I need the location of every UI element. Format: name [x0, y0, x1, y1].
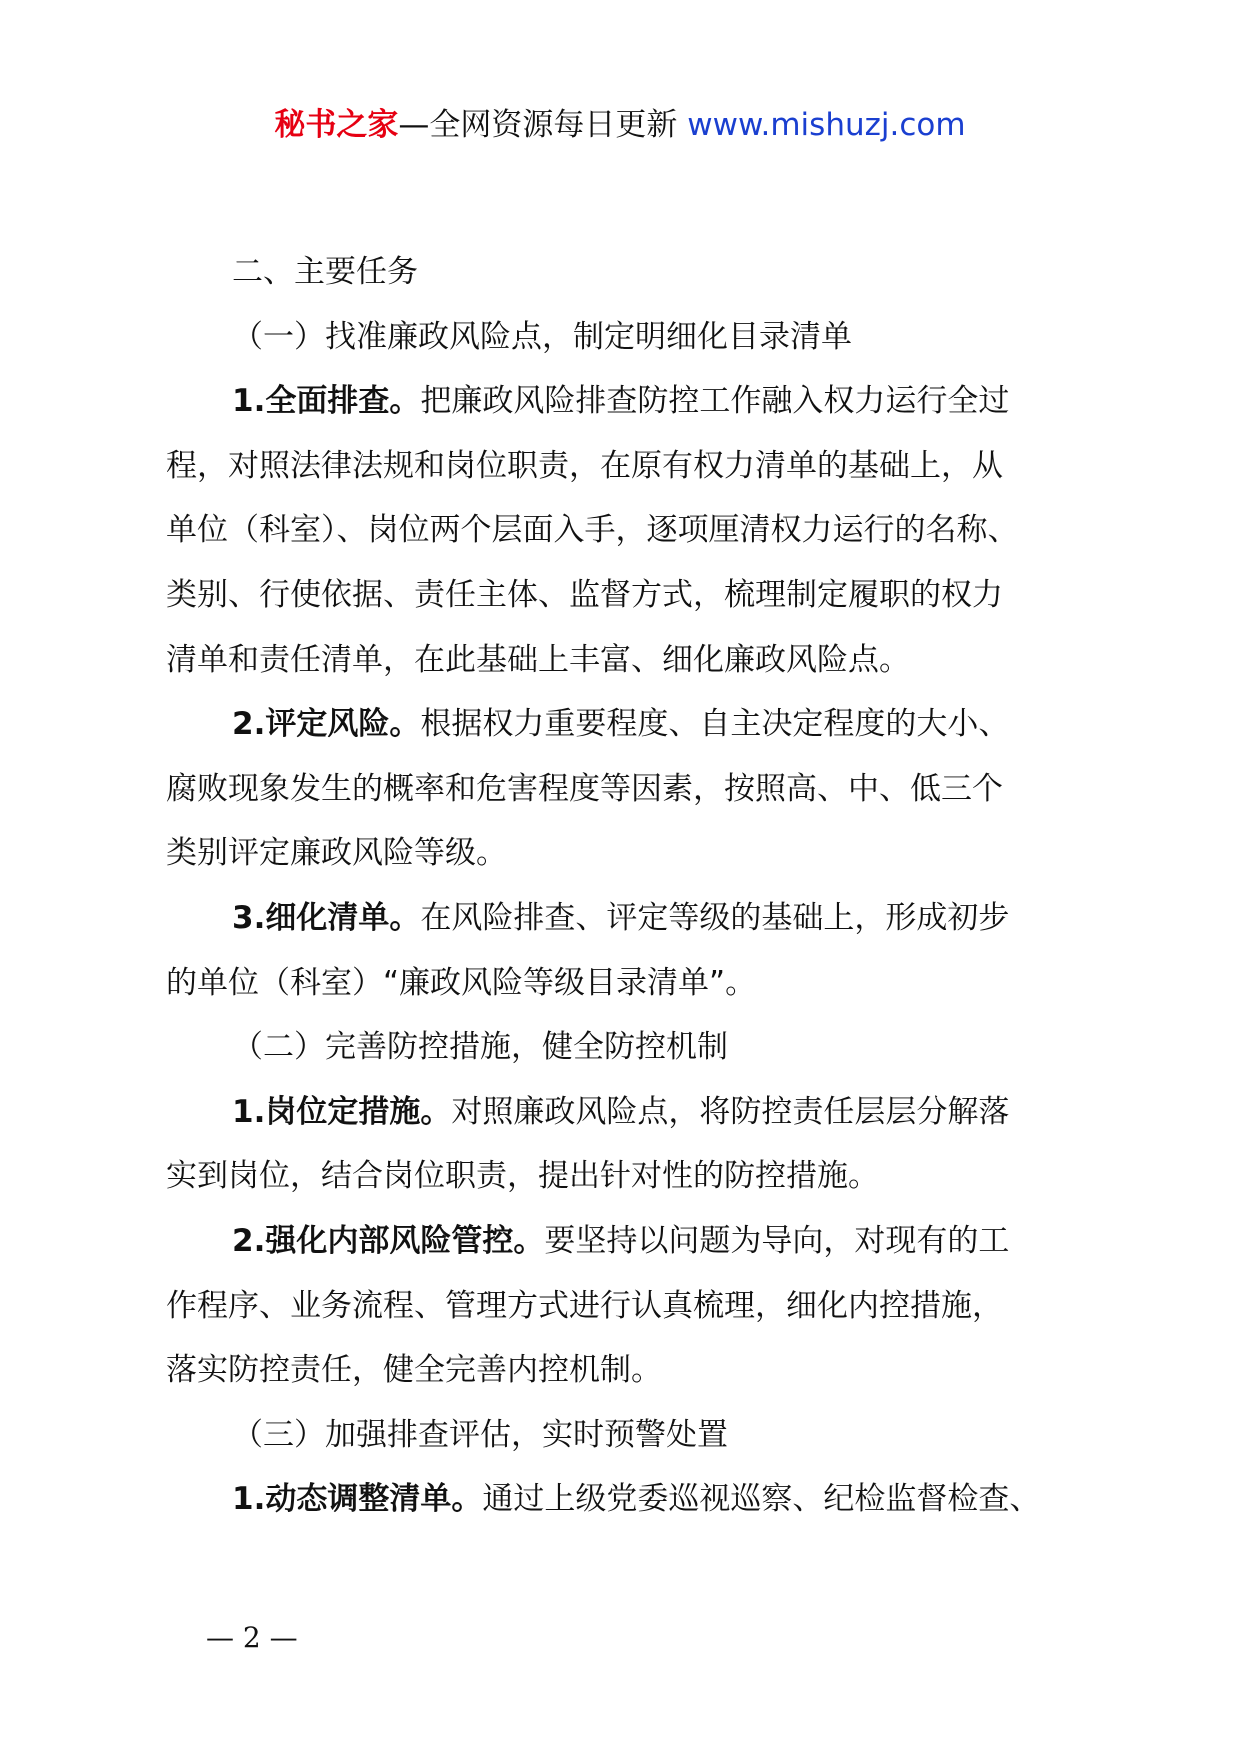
- paragraph-line: 1.岗位定措施。对照廉政风险点，将防控责任层层分解落: [232, 1093, 1010, 1130]
- paragraph-line: 落实防控责任，健全完善内控机制。: [166, 1352, 662, 1389]
- paragraph-line: 清单和责任清单，在此基础上丰富、细化廉政风险点。: [166, 641, 910, 678]
- paragraph-line: 3.细化清单。在风险排查、评定等级的基础上，形成初步: [232, 899, 1010, 936]
- paragraph-line: 单位（科室）、岗位两个层面入手，逐项厘清权力运行的名称、: [166, 512, 1019, 549]
- paragraph-line: 类别、行使依据、责任主体、监督方式，梳理制定履职的权力: [166, 576, 1003, 613]
- paragraph-line: 1.动态调整清单。通过上级党委巡视巡察、纪检监督检查、: [232, 1481, 1041, 1518]
- subsection-heading: （二）完善防控措施，健全防控机制: [232, 1029, 728, 1066]
- subsection-heading: （一）找准廉政风险点，制定明细化目录清单: [232, 318, 852, 355]
- paragraph-line: 程，对照法律法规和岗位职责，在原有权力清单的基础上，从: [166, 447, 1003, 484]
- site-header: [0, 100, 1240, 150]
- paragraph-line: 2.评定风险。根据权力重要程度、自主决定程度的大小、: [232, 706, 1010, 743]
- brand-name: 秘书之家: [274, 107, 399, 143]
- document-body: [166, 240, 1106, 1532]
- page-number: — 2 —: [206, 1621, 298, 1654]
- section-heading: 二、主要任务: [232, 254, 418, 290]
- site-url-link[interactable]: www.mishuzj.com: [687, 107, 966, 143]
- paragraph-line: 1.全面排查。把廉政风险排查防控工作融入权力运行全过: [232, 383, 1010, 420]
- paragraph-line: 2.强化内部风险管控。要坚持以问题为导向，对现有的工: [232, 1222, 1010, 1259]
- paragraph-line: 实到岗位，结合岗位职责，提出针对性的防控措施。: [166, 1158, 879, 1195]
- paragraph-line: 类别评定廉政风险等级。: [166, 835, 507, 872]
- paragraph-line: 腐败现象发生的概率和危害程度等因素，按照高、中、低三个: [166, 770, 1003, 807]
- header-slogan: —全网资源每日更新: [398, 107, 678, 143]
- paragraph-line: 的单位（科室）“廉政风险等级目录清单”。: [166, 964, 757, 1001]
- subsection-heading: （三）加强排查评估，实时预警处置: [232, 1416, 728, 1453]
- paragraph-line: 作程序、业务流程、管理方式进行认真梳理，细化内控措施，: [166, 1287, 1003, 1324]
